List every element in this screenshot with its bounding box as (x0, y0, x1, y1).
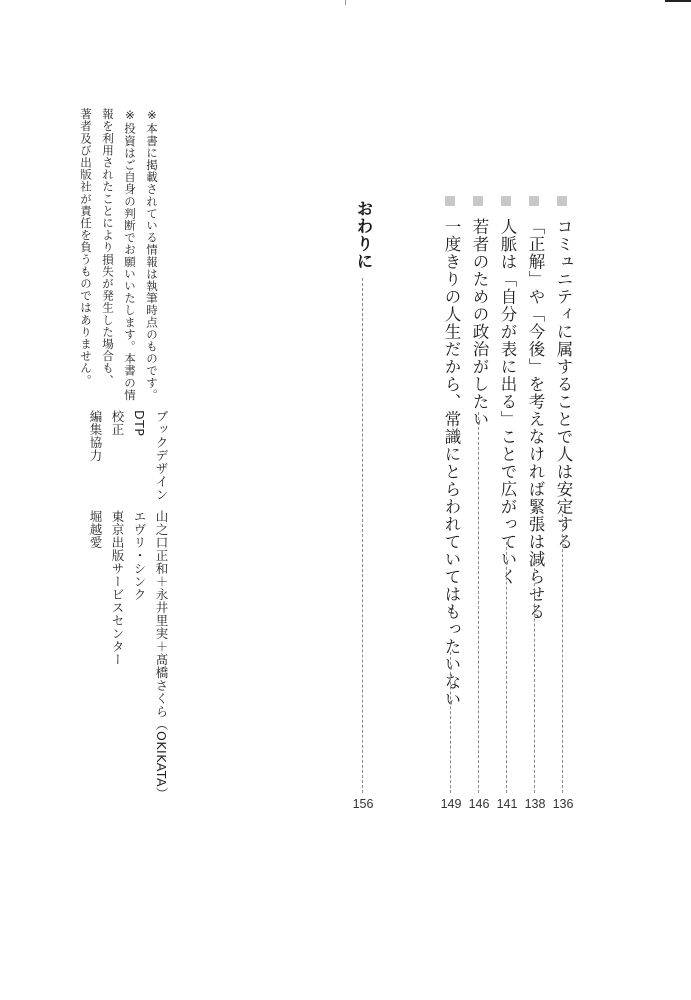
credit-role: 編集協力 (88, 410, 103, 462)
toc-entry (550, 196, 576, 811)
credit-row (84, 410, 106, 800)
toc-entry-title: コミュニティに属することで人は安定する (554, 218, 573, 551)
note-line: 著者及び出版社が責任を負うものではありません。 (79, 108, 93, 387)
credit-name: 堀越愛 (88, 510, 103, 549)
toc-entry (466, 196, 492, 811)
toc-page-number: 156 (352, 797, 374, 811)
note-line: ※本書に掲載されている情報は執筆時点のものです。 (145, 108, 159, 401)
toc-page-number: 136 (552, 797, 574, 811)
disclaimer-notes (75, 108, 163, 408)
credit-role: DTP (132, 410, 147, 437)
credit-name: 山之口正和＋永井里実＋髙橋さくら（OKIKATA） (154, 510, 169, 800)
square-bullet-icon (473, 196, 483, 206)
credit-role: 校正 (110, 410, 125, 436)
dotted-leader (562, 514, 563, 793)
square-bullet-icon (529, 196, 539, 206)
toc-entry (494, 196, 520, 811)
toc-page-number: 138 (524, 797, 546, 811)
credit-row (106, 410, 128, 800)
crop-mark (665, 0, 691, 2)
credit-role: ブックデザイン (154, 410, 169, 501)
credit-name: 東京出版サービスセンター (110, 510, 125, 666)
dotted-leader (506, 542, 507, 793)
toc-entry-title: 若者のための政治がしたい (470, 218, 489, 428)
dotted-leader (478, 412, 479, 793)
toc-entry-title: 一度きりの人生だから、常識にとらわれていてはもったいない (442, 218, 461, 708)
square-bullet-icon (445, 196, 455, 206)
toc-page-number: 146 (468, 797, 490, 811)
center-tick-mark (345, 0, 346, 5)
note-line: ※投資はご自身の判断でお願いいたします。本書の情 (123, 108, 137, 401)
square-bullet-icon (557, 196, 567, 206)
toc-entry (522, 196, 548, 811)
note-line: 報を利用されたことにより損失が発生した場合も、 (101, 108, 115, 387)
toc-entry (438, 196, 464, 811)
toc-page-number: 141 (496, 797, 518, 811)
toc-closing-entry (350, 200, 376, 811)
credit-row (128, 410, 150, 800)
square-bullet-icon (501, 196, 511, 206)
dotted-leader (362, 278, 363, 793)
toc-entry-title: 人脈は「自分が表に出る」ことで広がっていく (498, 218, 517, 586)
credit-name: エヴリ・シンク (132, 510, 147, 601)
credits-block (84, 410, 172, 800)
dotted-leader (534, 558, 535, 793)
closing-title: おわりに (354, 200, 373, 270)
credit-row (150, 410, 172, 800)
toc-page-number: 149 (440, 797, 462, 811)
toc-entry-title: 「正解」や「今後」を考えなければ緊張は減らせる (526, 218, 545, 621)
dotted-leader (450, 652, 451, 793)
